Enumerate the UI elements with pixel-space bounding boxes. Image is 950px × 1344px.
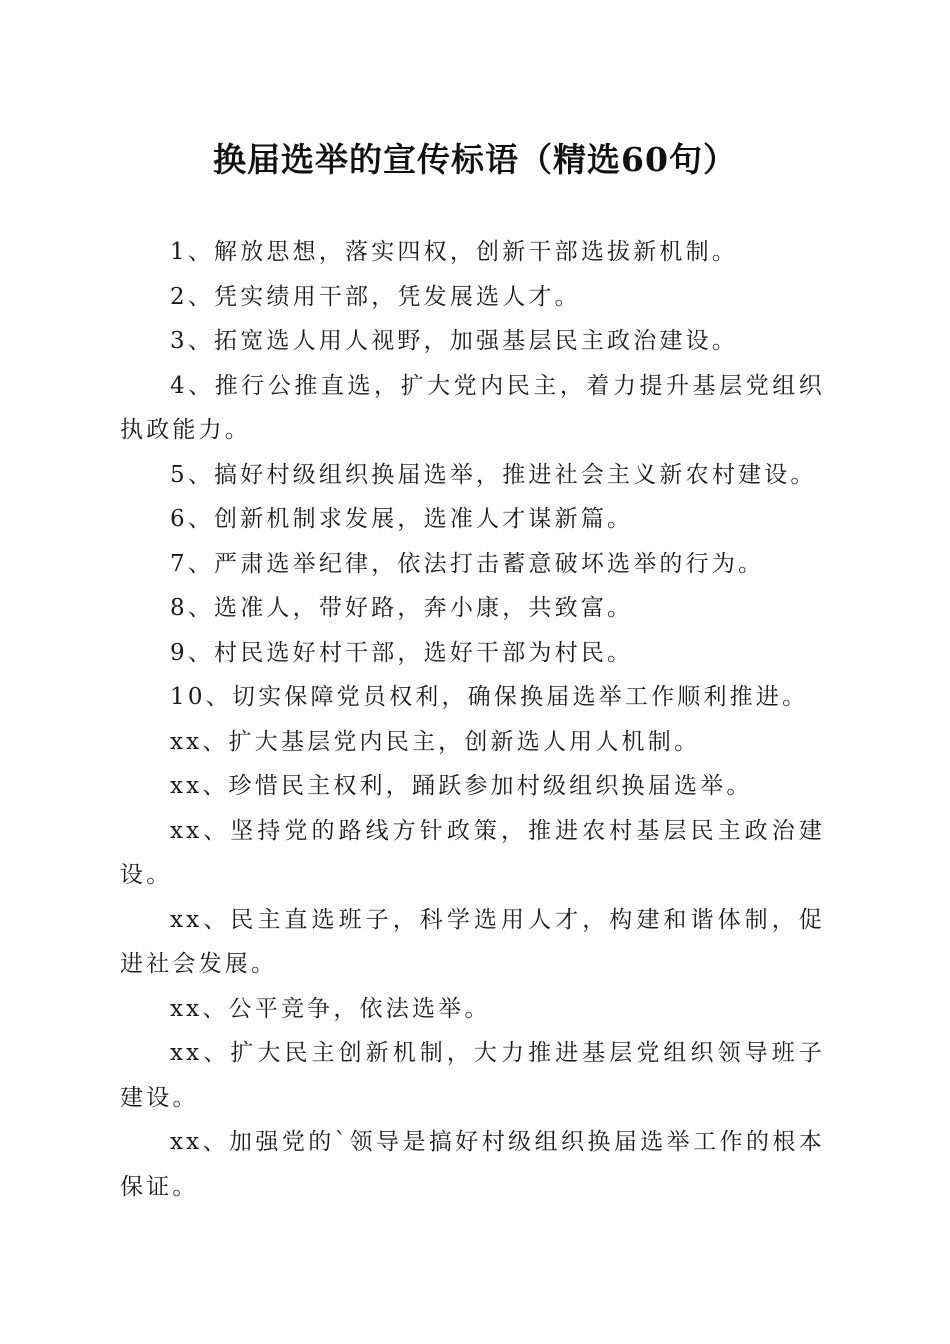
slogan-paragraph-7: 7、严肃选举纪律，依法打击蓄意破坏选举的行为。	[170, 550, 765, 577]
slogan-paragraph-4: 4、推行公推直选，扩大党内民主，着力提升基层党组织执政能力。	[120, 372, 825, 443]
slogan-paragraph-6: 6、创新机制求发展，选准人才谋新篇。	[170, 506, 634, 532]
slogan-paragraph-15: xx、公平竞争，依法选举。	[170, 995, 491, 1022]
slogan-paragraph-10: 10、切实保障党员权利，确保换届选举工作顺利推进。	[170, 684, 809, 710]
slogan-paragraph-3: 3、拓宽选人用人视野，加强基层民主政治建设。	[170, 328, 739, 354]
slogan-paragraph-14: xx、民主直选班子，科学选用人才，构建和谐体制，促进社会发展。	[120, 906, 825, 977]
slogan-paragraph-2: 2、凭实绩用干部，凭发展选人才。	[170, 283, 581, 310]
slogan-paragraph-12: xx、珍惜民主权利，踊跃参加村级组织换届选举。	[170, 773, 753, 799]
slogan-paragraph-16: xx、扩大民主创新机制，大力推进基层党组织领导班子建设。	[120, 1040, 825, 1111]
document-body	[120, 230, 825, 1209]
document-title: 换届选举的宣传标语（精选60句）	[213, 140, 737, 179]
slogan-paragraph-17: xx、加强党的`领导是搞好村级组织换届选举工作的根本保证。	[120, 1129, 825, 1200]
slogan-paragraph-5: 5、搞好村级组织换届选举，推进社会主义新农村建设。	[170, 461, 817, 488]
slogan-paragraph-1: 1、解放思想，落实四权，创新干部选拔新机制。	[170, 239, 739, 265]
slogan-paragraph-13: xx、坚持党的路线方针政策，推进农村基层民主政治建设。	[120, 817, 825, 888]
slogan-paragraph-11: xx、扩大基层党内民主，创新选人用人机制。	[170, 728, 701, 755]
slogan-paragraph-9: 9、村民选好村干部，选好干部为村民。	[170, 639, 634, 666]
slogan-paragraph-8: 8、选准人，带好路，奔小康，共致富。	[170, 595, 634, 621]
